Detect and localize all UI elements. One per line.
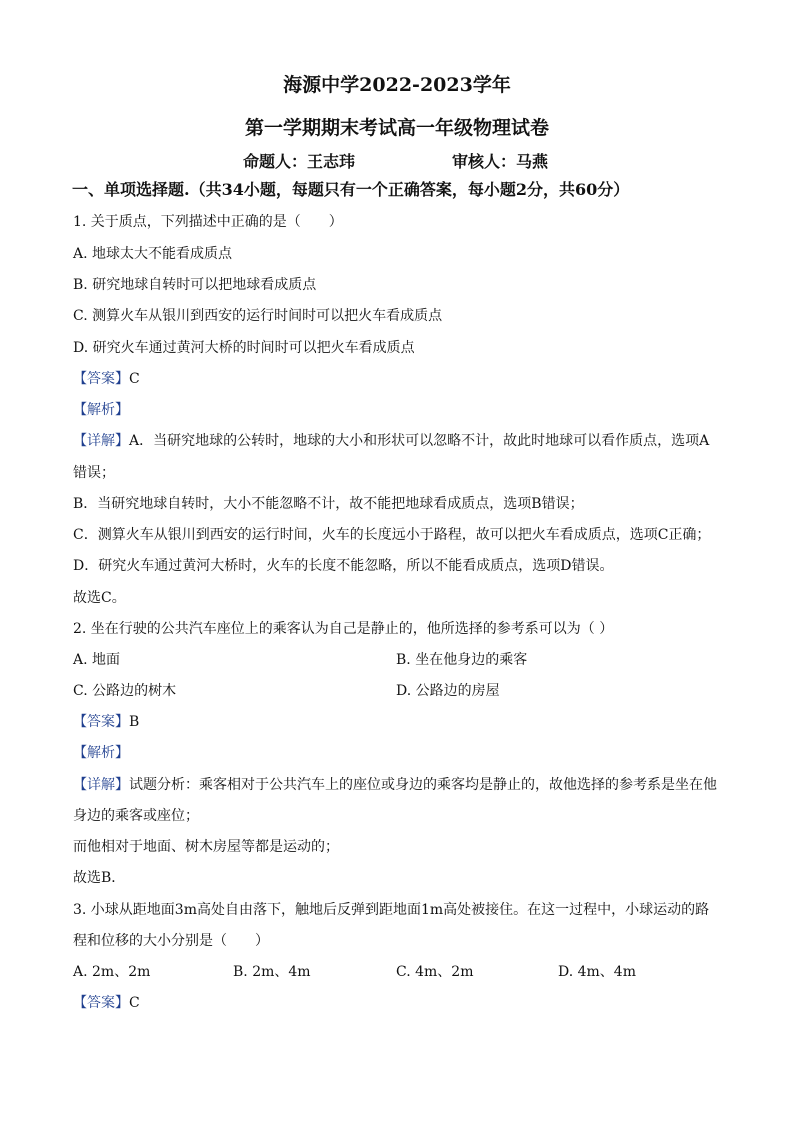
q1-option-a: A. 地球太大不能看成质点 — [73, 246, 233, 262]
q1-answer — [73, 369, 140, 389]
q2-stem: 2. 坐在行驶的公共汽车座位上的乘客认为自己是静止的，他所选择的参考系可以为（ ） — [73, 621, 614, 637]
q1-conclusion: 故选C。 — [73, 590, 126, 606]
analysis-label: 【解析】 — [73, 402, 129, 418]
answer-value: C — [129, 995, 140, 1011]
exam-title: 第一学期期末考试高一年级物理试卷 — [244, 117, 549, 139]
q1-detail-line: 错误； — [73, 465, 115, 481]
q1-option-d: D. 研究火车通过黄河大桥的时间时可以把火车看成质点 — [73, 340, 415, 356]
q3-option-b: B. 2m、4m — [233, 964, 311, 980]
q2-option-d: D. 公路边的房屋 — [396, 683, 500, 699]
q2-answer — [73, 712, 139, 732]
answer-label: 【答案】 — [73, 371, 129, 387]
author: 命题人：王志玮 — [243, 152, 356, 171]
q2-detail-line: 身边的乘客或座位； — [73, 808, 199, 824]
school-year-title: 海源中学2022-2023学年 — [283, 74, 511, 96]
q1-detail-line: D．研究火车通过黄河大桥时，火车的长度不能忽略，所以不能看成质点，选项D错误。 — [73, 558, 614, 574]
q2-analysis — [73, 743, 129, 763]
q1-detail-line — [73, 431, 709, 451]
section-title: 一、单项选择题.（共34小题，每题只有一个正确答案，每小题2分，共60分） — [72, 180, 630, 199]
q3-stem-line: 3. 小球从距地面3m高处自由落下，触地后反弹到距地面1m高处被接住。在这一过程中，小球运动的路 — [73, 902, 710, 918]
q1-option-c: C. 测算火车从银川到西安的运行时间时可以把火车看成质点 — [73, 308, 443, 324]
q1-detail-line: C．测算火车从银川到西安的运行时间，火车的长度远小于路程，故可以把火车看成质点，选项C正确； — [73, 527, 711, 543]
q2-detail-line — [73, 775, 717, 795]
q3-option-d: D. 4m、4m — [558, 964, 636, 980]
analysis-label: 【解析】 — [73, 745, 129, 761]
q3-option-c: C. 4m、2m — [396, 964, 474, 980]
q1-stem: 1. 关于质点，下列描述中正确的是（ ） — [73, 214, 343, 230]
answer-label: 【答案】 — [73, 995, 129, 1011]
q1-analysis — [73, 400, 129, 420]
answer-value: B — [129, 714, 140, 730]
detail-label: 【详解】 — [73, 777, 129, 793]
q3-stem-line: 程和位移的大小分别是（ ） — [73, 933, 269, 949]
q1-option-b: B. 研究地球自转时可以把地球看成质点 — [73, 277, 317, 293]
detail-text: 试题分析：乘客相对于公共汽车上的座位或身边的乘客均是静止的，故他选择的参考系是坐在他 — [129, 777, 717, 793]
q2-option-a: A. 地面 — [73, 652, 121, 668]
q2-conclusion: 故选B． — [73, 870, 126, 886]
q2-option-c: C. 公路边的树木 — [73, 683, 177, 699]
q2-option-b: B. 坐在他身边的乘客 — [396, 652, 528, 668]
detail-text: A．当研究地球的公转时，地球的大小和形状可以忽略不计，故此时地球可以看作质点，选项A — [129, 433, 710, 449]
q3-option-a: A. 2m、2m — [73, 964, 151, 980]
q2-detail-line: 而他相对于地面、树木房屋等都是运动的； — [73, 839, 339, 855]
detail-label: 【详解】 — [73, 433, 129, 449]
q3-answer — [73, 993, 140, 1013]
q1-detail-line: B．当研究地球自转时，大小不能忽略不计，故不能把地球看成质点，选项B错误； — [73, 496, 584, 512]
answer-value: C — [129, 371, 140, 387]
answer-label: 【答案】 — [73, 714, 129, 730]
reviewer: 审核人：马燕 — [452, 152, 549, 171]
